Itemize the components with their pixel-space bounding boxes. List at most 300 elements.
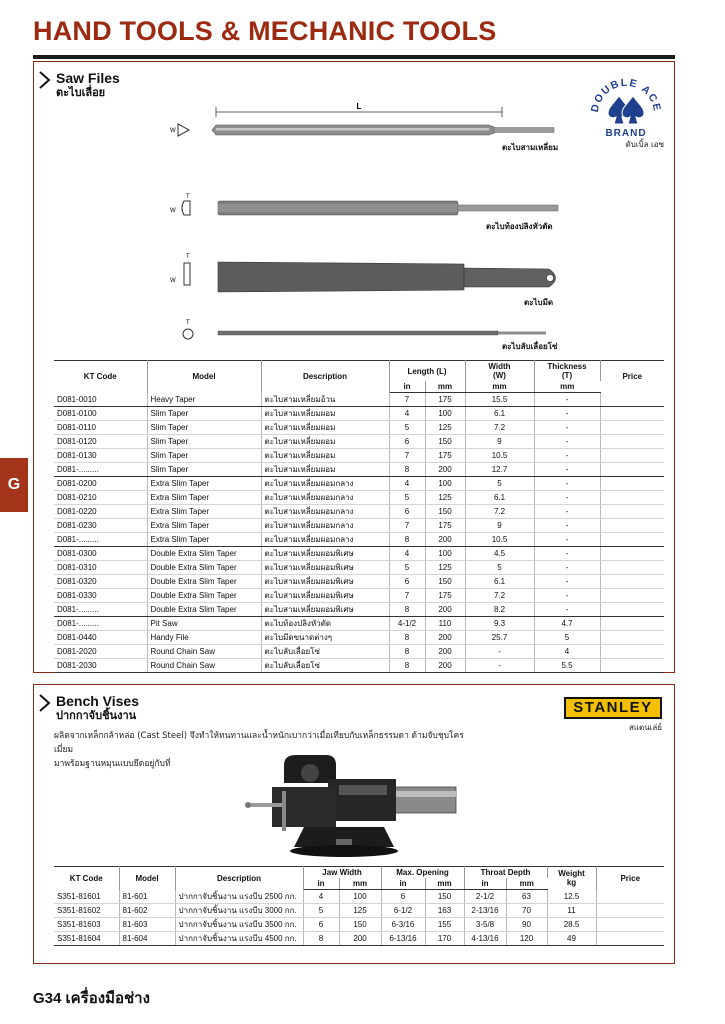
table-cell: - (534, 561, 600, 575)
table-row (54, 617, 664, 631)
table-cell: ตะไบสามเหลี่ยมผอมกลาง (261, 519, 389, 533)
col-length-mm: mm (425, 381, 465, 393)
table-cell: 4 (389, 407, 425, 421)
brand-text: BRAND (605, 128, 647, 139)
table-cell: Heavy Taper (147, 393, 261, 407)
table-cell: ตะไบสามเหลี่ยมผอม (261, 421, 389, 435)
spade-icon (608, 96, 644, 124)
table-cell: 175 (425, 449, 465, 463)
table-row (54, 477, 664, 491)
triangular-file-label: ตะไบสามเหลี่ยม (502, 143, 559, 152)
saw-files-spec-table (54, 360, 664, 673)
handy-file-image (170, 254, 556, 292)
table-cell: 125 (339, 904, 381, 918)
table-cell: 28.5 (547, 918, 596, 932)
col-kt-code: KT Code (54, 361, 147, 393)
saw-files-title: Saw Files (56, 70, 120, 86)
table-cell: D081-2020 (54, 645, 147, 659)
col-width-unit: mm (465, 381, 534, 393)
table-row (54, 407, 664, 421)
col-model: Model (147, 361, 261, 393)
bench-vises-header (38, 693, 139, 723)
col-opening-in: in (381, 878, 425, 890)
table-row (54, 463, 664, 477)
table-cell: D081-0440 (54, 631, 147, 645)
table-cell: 2-1/2 (464, 890, 506, 904)
table-row (54, 890, 664, 904)
table-cell: 7.2 (465, 421, 534, 435)
col-jaw-mm: mm (339, 878, 381, 890)
table-cell: - (534, 449, 600, 463)
bench-vises-spec-table (54, 866, 664, 946)
table-cell: D081-0130 (54, 449, 147, 463)
table-cell: D081-......... (54, 533, 147, 547)
table-cell: Extra Slim Taper (147, 505, 261, 519)
table-cell: 70 (506, 904, 547, 918)
table-cell: 200 (425, 463, 465, 477)
table-cell: 5.5 (534, 659, 600, 673)
table-cell: 100 (339, 890, 381, 904)
table-cell: 3-5/8 (464, 918, 506, 932)
table-cell: 5 (389, 421, 425, 435)
table-cell: ตะไบสามเหลี่ยมผอมพิเศษ (261, 603, 389, 617)
table-cell: 25.7 (465, 631, 534, 645)
table-cell: ปากกาจับชิ้นงาน แรงบีบ 2500 กก. (175, 890, 303, 904)
table-row (54, 435, 664, 449)
table-cell: 12.5 (547, 890, 596, 904)
table-cell: 125 (425, 491, 465, 505)
col-width (465, 361, 534, 382)
table-cell: Extra Slim Taper (147, 477, 261, 491)
table-cell: ตะไบสามเหลี่ยมผอมพิเศษ (261, 589, 389, 603)
table-row (54, 491, 664, 505)
table-cell (600, 421, 664, 435)
table-cell: ตะไบสามเหลี่ยมผอมพิเศษ (261, 575, 389, 589)
table-cell: 7 (389, 449, 425, 463)
col-max-opening: Max. Opening (381, 867, 464, 879)
table-cell: 6-1/2 (381, 904, 425, 918)
table-cell: Extra Slim Taper (147, 491, 261, 505)
table-cell (600, 631, 664, 645)
table-cell: 8 (389, 533, 425, 547)
table-cell: 4-1/2 (389, 617, 425, 631)
col-description: Description (261, 361, 389, 393)
table-cell: D081-0320 (54, 575, 147, 589)
table-cell: 11 (547, 904, 596, 918)
table-cell: Double Extra Slim Taper (147, 575, 261, 589)
table-cell: 8 (389, 463, 425, 477)
table-cell (596, 890, 664, 904)
table-cell: Slim Taper (147, 449, 261, 463)
col-throat-mm: mm (506, 878, 547, 890)
table-cell: ปากกาจับชิ้นงาน แรงบีบ 4500 กก. (175, 932, 303, 946)
table-cell: 5 (389, 491, 425, 505)
table-row (54, 561, 664, 575)
table-cell: - (534, 407, 600, 421)
table-cell: 9 (465, 435, 534, 449)
table-cell (600, 617, 664, 631)
table-cell: 6.1 (465, 491, 534, 505)
table-cell: Slim Taper (147, 463, 261, 477)
table-row (54, 603, 664, 617)
col-description: Description (175, 867, 303, 890)
bench-vise-image (244, 751, 464, 861)
table-cell: 8.2 (465, 603, 534, 617)
table-cell: 12.7 (465, 463, 534, 477)
table-cell: 63 (506, 890, 547, 904)
table-cell: Double Extra Slim Taper (147, 547, 261, 561)
table-row (54, 589, 664, 603)
col-thickness-label: Thickness (547, 362, 587, 371)
title-rule (33, 55, 675, 59)
table-cell: 110 (425, 617, 465, 631)
table-cell: - (534, 533, 600, 547)
table-cell: ตะไบสามเหลี่ยมผอม (261, 463, 389, 477)
table-cell: ตะไบสามเหลี่ยมผอมกลาง (261, 505, 389, 519)
table-cell: Round Chain Saw (147, 645, 261, 659)
table-row (54, 393, 664, 407)
table-cell: 175 (425, 519, 465, 533)
table-cell: Round Chain Saw (147, 659, 261, 673)
table-cell: D081-0010 (54, 393, 147, 407)
table-cell: D081-2030 (54, 659, 147, 673)
table-cell: D081-0220 (54, 505, 147, 519)
table-cell (600, 603, 664, 617)
pit-saw-file-label: ตะไบท้องปลิงหัวตัด (486, 222, 553, 231)
table-cell (600, 547, 664, 561)
col-width-symbol: (W) (493, 371, 506, 380)
bench-vises-title: Bench Vises (56, 693, 140, 709)
col-weight-unit: kg (566, 878, 577, 888)
table-cell: ตะไบท้องปลิงหัวตัด (261, 617, 389, 631)
chevron-right-icon (38, 693, 52, 713)
bench-vises-title-th: ปากกาจับชิ้นงาน (56, 709, 137, 722)
table-cell: 150 (425, 575, 465, 589)
table-cell: ตะไบสามเหลี่ยมผอม (261, 449, 389, 463)
table-cell: 100 (425, 547, 465, 561)
table-cell: 7 (389, 589, 425, 603)
thickness-symbol: T (186, 194, 190, 200)
table-cell: D081-0200 (54, 477, 147, 491)
table-cell (600, 407, 664, 421)
table-cell: Handy File (147, 631, 261, 645)
table-row (54, 918, 664, 932)
table-cell (600, 477, 664, 491)
table-cell: ตะไบสามเหลี่ยมผอมกลาง (261, 533, 389, 547)
table-row (54, 645, 664, 659)
description-line-2: มาพร้อมฐานหมุนแบบยึดอยู่กับที่ (54, 759, 171, 769)
table-cell: 81-602 (119, 904, 175, 918)
table-cell: D081-......... (54, 603, 147, 617)
col-weight (547, 867, 596, 890)
table-cell: S351-81604 (54, 932, 119, 946)
table-cell: - (534, 505, 600, 519)
table-cell: 200 (425, 603, 465, 617)
saw-files-title-th: ตะไบเลื่อย (56, 86, 106, 99)
table-cell (600, 561, 664, 575)
section-tab-g[interactable]: G (0, 458, 28, 512)
table-cell: S351-81601 (54, 890, 119, 904)
col-jaw-width: Jaw Width (303, 867, 381, 879)
table-cell: Slim Taper (147, 435, 261, 449)
table-cell (600, 519, 664, 533)
table-cell: D081-0230 (54, 519, 147, 533)
table-cell: 8 (389, 603, 425, 617)
table-cell: - (534, 477, 600, 491)
table-cell: Slim Taper (147, 421, 261, 435)
table-cell: 10.5 (465, 449, 534, 463)
double-ace-text: DOUBLE ACE (588, 76, 664, 114)
table-cell: D081-0210 (54, 491, 147, 505)
table-cell: 4 (389, 547, 425, 561)
table-cell: D081-0310 (54, 561, 147, 575)
table-cell: 4 (389, 477, 425, 491)
table-cell: 5 (389, 561, 425, 575)
table-cell: D081-0330 (54, 589, 147, 603)
table-cell: S351-81602 (54, 904, 119, 918)
table-cell: 81-601 (119, 890, 175, 904)
table-cell: 5 (534, 631, 600, 645)
table-cell: 200 (425, 645, 465, 659)
table-cell: S351-81603 (54, 918, 119, 932)
table-row (54, 519, 664, 533)
table-cell: 6 (389, 575, 425, 589)
table-cell: 200 (425, 631, 465, 645)
table-row (54, 547, 664, 561)
table-cell: 100 (425, 407, 465, 421)
round-chain-saw-file-image (183, 320, 546, 339)
table-cell: 6.1 (465, 407, 534, 421)
table-cell: ตะไบสามเหลี่ยมผอมกลาง (261, 477, 389, 491)
chain-saw-file-label: ตะไบลับเลื่อยโซ่ (502, 342, 558, 351)
table-cell: D081-0300 (54, 547, 147, 561)
table-cell: 5 (303, 904, 339, 918)
table-cell: 7 (389, 519, 425, 533)
table-cell: 7 (389, 393, 425, 407)
table-row (54, 533, 664, 547)
table-cell: 5 (465, 561, 534, 575)
handy-file-label: ตะไบมีด (524, 298, 554, 307)
table-cell: 150 (425, 505, 465, 519)
table-cell: 6 (389, 505, 425, 519)
thickness-symbol-3: T (186, 320, 190, 326)
pit-saw-file-image (170, 194, 558, 215)
table-cell: 125 (425, 561, 465, 575)
col-thickness (534, 361, 600, 382)
col-price: Price (596, 867, 664, 890)
table-cell (596, 932, 664, 946)
table-cell: 175 (425, 393, 465, 407)
table-cell: 163 (425, 904, 464, 918)
stanley-brand-logo: STANLEY (564, 697, 662, 719)
col-price: Price (600, 361, 664, 393)
width-symbol-3: W (170, 278, 176, 284)
table-cell: 4.7 (534, 617, 600, 631)
table-row (54, 932, 664, 946)
table-cell: - (534, 491, 600, 505)
table-cell: Slim Taper (147, 407, 261, 421)
table-cell: ตะไบสามเหลี่ยมผอมพิเศษ (261, 547, 389, 561)
table-cell: D081-0110 (54, 421, 147, 435)
table-row (54, 505, 664, 519)
table-cell: - (534, 547, 600, 561)
table-cell: ตะไบสามเหลี่ยมผอม (261, 407, 389, 421)
page-footer: G34 เครื่องมือช่าง (33, 990, 150, 1007)
table-cell: 200 (339, 932, 381, 946)
table-cell: 2-13/16 (464, 904, 506, 918)
table-cell: ปากกาจับชิ้นงาน แรงบีบ 3500 กก. (175, 918, 303, 932)
table-cell: 15.5 (465, 393, 534, 407)
description-line-1: ผลิตจากเหล็กกล้าหล่อ (Cast Steel) จึงทำให้ทนทานและน้ำหนักเบากว่าเมื่อเทียบกับเหล็กธรรมดา ด้ามจับชุบโครเมี่ยม (54, 731, 464, 755)
table-cell: 81-603 (119, 918, 175, 932)
table-cell: 90 (506, 918, 547, 932)
table-cell: Extra Slim Taper (147, 519, 261, 533)
table-cell: 6.1 (465, 575, 534, 589)
table-cell: 4-13/16 (464, 932, 506, 946)
table-cell: - (534, 519, 600, 533)
table-cell: 100 (425, 477, 465, 491)
table-cell (600, 449, 664, 463)
table-cell: ตะไบลับเลื่อยโซ่ (261, 645, 389, 659)
table-row (54, 449, 664, 463)
table-cell: 200 (425, 659, 465, 673)
table-cell (600, 463, 664, 477)
table-cell: ตะไบสามเหลี่ยมผอมกลาง (261, 491, 389, 505)
col-jaw-in: in (303, 878, 339, 890)
table-cell (600, 659, 664, 673)
page-title: HAND TOOLS & MECHANIC TOOLS (33, 16, 497, 46)
table-cell: 6 (381, 890, 425, 904)
col-throat-depth: Throat Depth (464, 867, 547, 879)
table-cell: 8 (389, 645, 425, 659)
table-cell: 6-3/16 (381, 918, 425, 932)
col-kt-code: KT Code (54, 867, 119, 890)
table-cell: - (465, 645, 534, 659)
table-cell: - (534, 575, 600, 589)
table-row (54, 904, 664, 918)
table-cell (600, 645, 664, 659)
table-cell: 7.2 (465, 505, 534, 519)
table-row (54, 421, 664, 435)
col-length: Length (L) (389, 361, 465, 382)
table-cell: 6 (303, 918, 339, 932)
table-cell: 10.5 (465, 533, 534, 547)
table-cell: ตะไบมีดขนาดต่างๆ (261, 631, 389, 645)
table-cell (600, 393, 664, 407)
table-cell: 49 (547, 932, 596, 946)
table-cell (600, 575, 664, 589)
width-symbol: W (170, 128, 176, 134)
table-cell: ตะไบสามเหลี่ยมผอม (261, 435, 389, 449)
table-cell: 8 (303, 932, 339, 946)
col-weight-label: Weight (558, 869, 585, 879)
table-cell: Double Extra Slim Taper (147, 589, 261, 603)
table-cell: 155 (425, 918, 464, 932)
table-cell: - (534, 393, 600, 407)
table-row (54, 631, 664, 645)
saw-files-section (33, 61, 675, 673)
table-cell: 9 (465, 519, 534, 533)
table-cell: 4.5 (465, 547, 534, 561)
col-thickness-symbol: (T) (561, 371, 573, 380)
table-cell: D081-0100 (54, 407, 147, 421)
col-thickness-unit: mm (534, 381, 600, 393)
table-cell: - (534, 463, 600, 477)
table-cell: ตะไบสามเหลี่ยมผอมพิเศษ (261, 561, 389, 575)
table-cell: 200 (425, 533, 465, 547)
table-cell: 125 (425, 421, 465, 435)
table-cell: 170 (425, 932, 464, 946)
table-cell (600, 435, 664, 449)
table-cell: 81-604 (119, 932, 175, 946)
bench-vises-section (33, 684, 675, 964)
table-cell: 150 (425, 435, 465, 449)
double-ace-brand-logo (586, 68, 666, 148)
table-cell (600, 533, 664, 547)
table-cell (596, 904, 664, 918)
table-cell: D081-......... (54, 463, 147, 477)
chevron-right-icon (38, 70, 52, 90)
saw-files-diagram (164, 98, 574, 351)
stanley-caption: สแตนเล่ย์ (628, 723, 662, 732)
table-cell: 8 (389, 631, 425, 645)
table-cell: ปากกาจับชิ้นงาน แรงบีบ 3000 กก. (175, 904, 303, 918)
table-cell: D081-0120 (54, 435, 147, 449)
table-cell: 4 (534, 645, 600, 659)
table-cell: 6-13/16 (381, 932, 425, 946)
table-cell: 5 (465, 477, 534, 491)
table-row (54, 575, 664, 589)
saw-files-header (38, 70, 120, 100)
table-cell (600, 505, 664, 519)
table-cell: D081-......... (54, 617, 147, 631)
table-cell (600, 589, 664, 603)
table-cell: 4 (303, 890, 339, 904)
table-cell: 150 (425, 890, 464, 904)
table-cell: Double Extra Slim Taper (147, 561, 261, 575)
table-cell: - (465, 659, 534, 673)
table-row (54, 659, 664, 673)
double-ace-caption: ดับเบิ้ล เอซ (625, 140, 664, 149)
col-length-in: in (389, 381, 425, 393)
table-cell: - (534, 435, 600, 449)
table-cell: - (534, 603, 600, 617)
thickness-symbol-2: T (186, 254, 190, 260)
table-cell: - (534, 589, 600, 603)
length-label: L (356, 102, 362, 111)
table-cell: 120 (506, 932, 547, 946)
table-cell: Pit Saw (147, 617, 261, 631)
table-cell: Double Extra Slim Taper (147, 603, 261, 617)
col-model: Model (119, 867, 175, 890)
col-throat-in: in (464, 878, 506, 890)
table-cell: 8 (389, 659, 425, 673)
table-cell: 9.3 (465, 617, 534, 631)
table-cell: 175 (425, 589, 465, 603)
table-cell: - (534, 421, 600, 435)
table-cell: ตะไบสามเหลี่ยมอ้วน (261, 393, 389, 407)
table-cell: ตะไบลับเลื่อยโซ่ (261, 659, 389, 673)
table-cell: 7.2 (465, 589, 534, 603)
col-width-label: Width (488, 362, 511, 371)
table-cell (596, 918, 664, 932)
table-cell: Extra Slim Taper (147, 533, 261, 547)
table-cell (600, 491, 664, 505)
table-cell: 6 (389, 435, 425, 449)
length-dimension (216, 102, 502, 117)
col-opening-mm: mm (425, 878, 464, 890)
table-cell: 150 (339, 918, 381, 932)
